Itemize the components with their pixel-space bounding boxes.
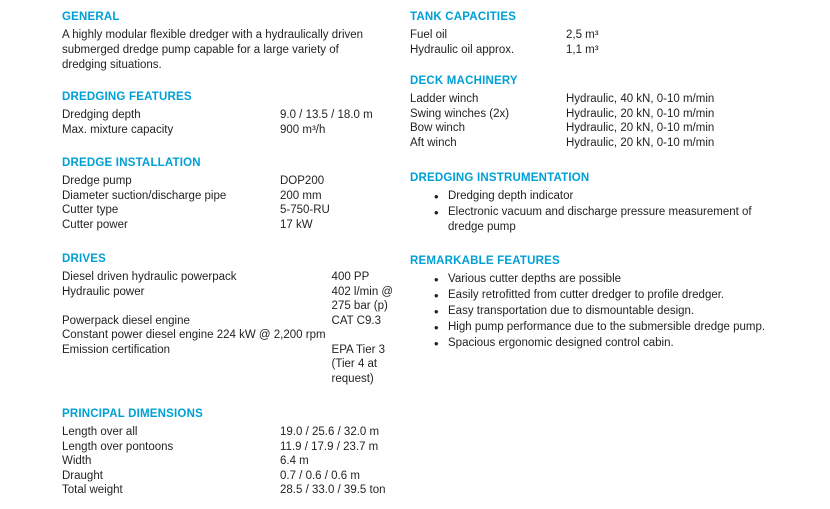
table-row [410, 136, 810, 151]
spec-label: Dredging depth [62, 109, 141, 121]
dredge-installation-table [62, 174, 402, 232]
table-row [62, 343, 402, 387]
list-item: • Dredging depth indicator [448, 189, 778, 204]
spec-label: Bow winch [410, 122, 465, 134]
spec-label: Diameter suction/discharge pipe [62, 189, 227, 202]
list-item: • Spacious ergonomic designed control cabin. [448, 336, 778, 351]
section-general [62, 10, 402, 73]
spec-label: Fuel oil [410, 29, 448, 41]
section-dredging-features [62, 90, 402, 137]
spec-label: Swing winches (2x) [410, 107, 510, 120]
spec-value: 900 m³/h [280, 123, 326, 136]
spec-value: Hydraulic, 20 kN, 0-10 m/min [566, 107, 715, 120]
table-row [62, 189, 402, 204]
spec-value: 9.0 / 13.5 / 18.0 m [280, 109, 373, 121]
spec-value: 17 kW [280, 218, 313, 231]
spec-value [332, 328, 402, 343]
section-title-remarkable-features: REMARKABLE FEATURES [410, 255, 560, 267]
remarkable-features-list [410, 272, 810, 351]
dredging-instrumentation-list [410, 189, 810, 235]
table-row [410, 43, 810, 58]
drives-table [62, 270, 402, 386]
section-title-dredge-installation: DREDGE INSTALLATION [62, 157, 201, 169]
table-row [410, 28, 810, 43]
spec-label: Total weight [62, 484, 123, 496]
table-row [62, 123, 402, 138]
list-item: • Various cutter depths are possible [448, 272, 778, 287]
spec-label: Ladder winch [410, 93, 479, 105]
table-row [62, 203, 402, 218]
section-title-general: GENERAL [62, 11, 120, 23]
spec-value: Hydraulic, 20 kN, 0-10 m/min [566, 136, 715, 149]
spec-label: Cutter type [62, 204, 119, 216]
section-remarkable-features [410, 254, 810, 351]
spec-label: Cutter power [62, 218, 128, 231]
general-description: A highly modular flexible dredger with a hydraulically driven submerged dredge pump capable for a large variety of dredging situations. [62, 29, 364, 71]
table-row [410, 92, 810, 107]
tank-capacities-table [410, 28, 810, 57]
table-row [62, 425, 402, 440]
section-title-deck-machinery: DECK MACHINERY [410, 75, 518, 87]
right-column [410, 0, 810, 362]
spec-label: Aft winch [410, 136, 457, 149]
section-drives [62, 252, 402, 386]
section-tank-capacities [410, 10, 810, 57]
section-dredge-installation [62, 156, 402, 232]
spec-value: 400 PP [331, 271, 370, 283]
spec-value: DOP200 [280, 175, 325, 187]
spec-label: Powerpack diesel engine [62, 314, 190, 327]
spec-label: Emission certification [62, 343, 171, 356]
spec-label: Dredge pump [62, 175, 132, 187]
table-row [62, 440, 402, 455]
spec-label: Hydraulic oil approx. [410, 43, 515, 56]
spec-value: Hydraulic, 40 kN, 0-10 m/min [566, 93, 715, 105]
section-title-dredging-instrumentation: DREDGING INSTRUMENTATION [410, 172, 590, 184]
table-row [410, 121, 810, 136]
spec-value: EPA Tier 3 (Tier 4 at request) [331, 343, 386, 385]
spec-value: Hydraulic, 20 kN, 0-10 m/min [566, 122, 715, 134]
spec-value: 402 l/min @ 275 bar (p) [331, 285, 394, 312]
table-row [62, 270, 402, 285]
spec-label: Length over pontoons [62, 440, 174, 453]
spec-value: 11.9 / 17.9 / 23.7 m [280, 440, 379, 453]
spec-label: Max. mixture capacity [62, 123, 174, 136]
spec-value: 28.5 / 33.0 / 39.5 ton [280, 484, 386, 496]
spec-label: Constant power diesel engine 224 kW @ 2,200 rpm [62, 329, 326, 341]
section-title-drives: DRIVES [62, 253, 107, 265]
table-row [62, 108, 402, 123]
section-title-dredging-features: DREDGING FEATURES [62, 91, 192, 103]
section-dredging-instrumentation [410, 171, 810, 235]
principal-dimensions-table [62, 425, 402, 498]
list-item: • High pump performance due to the submersible dredge pump. [448, 320, 778, 335]
table-row [62, 285, 402, 314]
spec-value: 2,5 m³ [566, 29, 599, 41]
table-row [62, 328, 402, 343]
dredging-features-table [62, 108, 402, 137]
table-row [62, 218, 402, 233]
spec-label: Width [62, 455, 92, 467]
spec-value: 200 mm [280, 189, 322, 202]
list-item: • Electronic vacuum and discharge pressure measurement of dredge pump [448, 205, 778, 235]
spec-label: Diesel driven hydraulic powerpack [62, 271, 237, 283]
table-row [410, 107, 810, 122]
section-deck-machinery [410, 74, 810, 150]
spec-value: 19.0 / 25.6 / 32.0 m [280, 426, 380, 438]
table-row [62, 483, 402, 498]
table-row [62, 469, 402, 484]
spec-value: 1,1 m³ [566, 43, 599, 56]
table-row [62, 174, 402, 189]
spec-value: 5-750-RU [280, 204, 330, 216]
table-row [62, 454, 402, 469]
spec-value: 0.7 / 0.6 / 0.6 m [280, 469, 360, 482]
table-row [62, 314, 402, 329]
section-principal-dimensions [62, 407, 402, 498]
spec-value: CAT C9.3 [331, 314, 381, 327]
spec-label: Draught [62, 469, 103, 482]
section-title-tank-capacities: TANK CAPACITIES [410, 11, 517, 23]
section-title-principal-dimensions: PRINCIPAL DIMENSIONS [62, 408, 203, 420]
spec-label: Hydraulic power [62, 285, 145, 298]
list-item: • Easy transportation due to dismountable design. [448, 304, 778, 319]
spec-value: 6.4 m [280, 455, 309, 467]
left-column [62, 0, 402, 509]
spec-label: Length over all [62, 426, 138, 438]
list-item: • Easily retrofitted from cutter dredger to profile dredger. [448, 288, 778, 303]
deck-machinery-table [410, 92, 810, 150]
